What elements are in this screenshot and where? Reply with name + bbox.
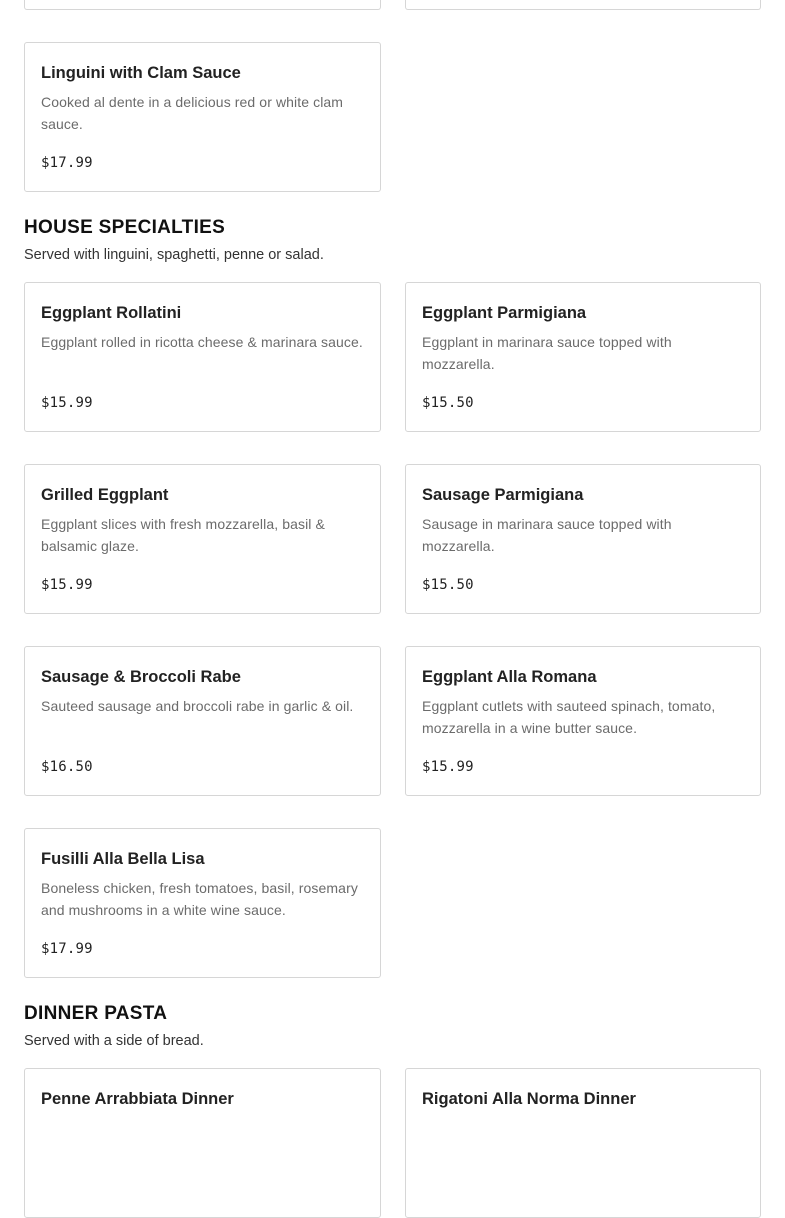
section-subtitle: Served with a side of bread. bbox=[24, 1033, 204, 1049]
item-name: Linguini with Clam Sauce bbox=[41, 64, 241, 82]
menu-item-card[interactable] bbox=[405, 0, 761, 10]
item-price: $16.50 bbox=[41, 759, 93, 775]
menu-item-card[interactable] bbox=[405, 1068, 761, 1218]
menu-row bbox=[24, 1068, 761, 1218]
item-description: Cooked al dente in a delicious red or white clam sauce. bbox=[41, 94, 344, 132]
item-name: Rigatoni Alla Norma Dinner bbox=[422, 1090, 636, 1108]
item-description: Eggplant cutlets with sauteed spinach, tomato, mozzarella in a wine butter sauce. bbox=[422, 698, 716, 736]
item-description: Eggplant rolled in ricotta cheese & marinara sauce. bbox=[41, 334, 363, 350]
section-title: DINNER PASTA bbox=[24, 1003, 168, 1024]
menu-item-card[interactable] bbox=[405, 282, 761, 432]
menu-item-card[interactable] bbox=[24, 828, 381, 978]
item-name: Sausage Parmigiana bbox=[422, 486, 584, 504]
item-price: $15.50 bbox=[422, 395, 474, 411]
menu-item-card[interactable] bbox=[24, 42, 381, 192]
section-subtitle: Served with linguini, spaghetti, penne or salad. bbox=[24, 247, 324, 263]
menu-item-card[interactable] bbox=[24, 1068, 381, 1218]
item-description: Sausage in marinara sauce topped with mozzarella. bbox=[422, 516, 672, 554]
menu-row bbox=[24, 282, 761, 432]
item-price: $17.99 bbox=[41, 941, 93, 957]
previous-row bbox=[24, 0, 761, 10]
section-header bbox=[24, 1003, 204, 1051]
menu-item-card[interactable] bbox=[24, 646, 381, 796]
menu-row bbox=[24, 464, 761, 614]
menu-item-card[interactable] bbox=[24, 282, 381, 432]
item-price: $15.99 bbox=[41, 577, 93, 593]
item-price: $15.99 bbox=[422, 759, 474, 775]
item-name: Eggplant Rollatini bbox=[41, 304, 182, 322]
item-name: Grilled Eggplant bbox=[41, 486, 169, 504]
menu-item-card[interactable] bbox=[405, 464, 761, 614]
section-title: HOUSE SPECIALTIES bbox=[24, 217, 226, 238]
item-name: Penne Arrabbiata Dinner bbox=[41, 1090, 234, 1108]
item-price: $17.99 bbox=[41, 155, 93, 171]
item-price: $15.99 bbox=[41, 395, 93, 411]
menu-item-card[interactable] bbox=[24, 464, 381, 614]
menu-row bbox=[24, 828, 761, 978]
item-name: Fusilli Alla Bella Lisa bbox=[41, 850, 205, 868]
item-name: Eggplant Alla Romana bbox=[422, 668, 597, 686]
menu-row bbox=[24, 42, 761, 192]
item-description: Boneless chicken, fresh tomatoes, basil, rosemary and mushrooms in a white wine sauce. bbox=[41, 880, 358, 918]
menu-row bbox=[24, 646, 761, 796]
item-description: Eggplant in marinara sauce topped with mozzarella. bbox=[422, 334, 672, 372]
item-name: Sausage & Broccoli Rabe bbox=[41, 668, 241, 686]
item-description: Sauteed sausage and broccoli rabe in garlic & oil. bbox=[41, 698, 354, 714]
menu-item-card[interactable] bbox=[24, 0, 381, 10]
item-description: Eggplant slices with fresh mozzarella, basil & balsamic glaze. bbox=[41, 516, 325, 554]
menu-item-card[interactable] bbox=[405, 646, 761, 796]
item-name: Eggplant Parmigiana bbox=[422, 304, 587, 322]
item-price: $15.50 bbox=[422, 577, 474, 593]
section-header bbox=[24, 217, 324, 265]
